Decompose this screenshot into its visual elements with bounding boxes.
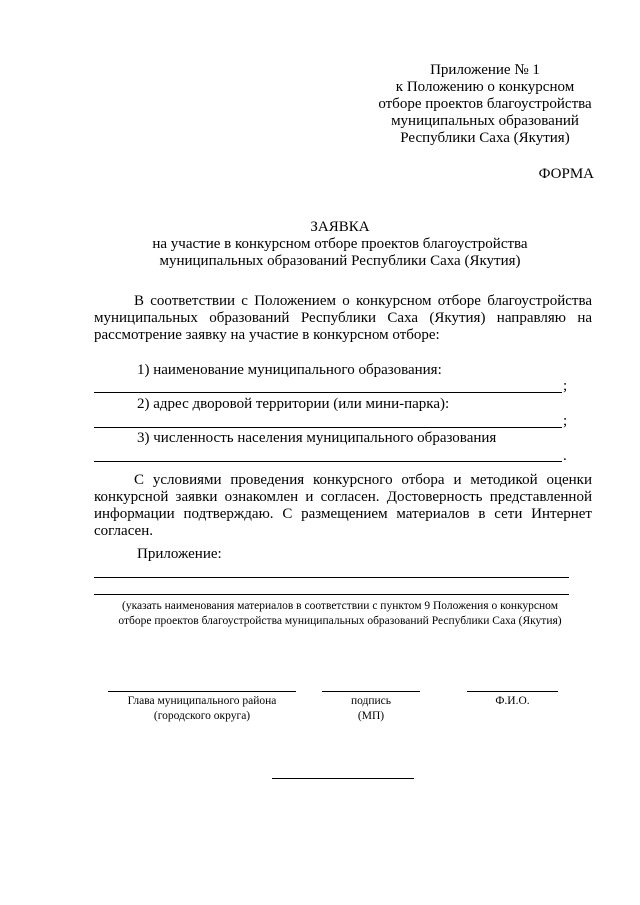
- fio-line[interactable]: [467, 691, 558, 692]
- head-caption-line: Глава муниципального района: [127, 695, 277, 707]
- signature-line[interactable]: [322, 691, 420, 692]
- head-caption-line: (городского округа): [153, 710, 251, 722]
- appendix-block: [360, 62, 610, 147]
- document-title: [60, 219, 620, 270]
- appendix-line: Приложение № 1: [430, 62, 540, 78]
- field-line-address[interactable]: [94, 427, 562, 428]
- field-line-municipality[interactable]: [94, 392, 562, 393]
- appendix-line: муниципальных образований: [391, 113, 579, 129]
- appendix-line: отборе проектов благоустройства: [378, 96, 592, 112]
- attachment-note: [70, 599, 610, 629]
- head-caption: [98, 694, 306, 724]
- consent-paragraph: С условиями проведения конкурсного отбора и методикой оценки конкурсной заявки ознакомлен и согласен. Достоверность представленной информации подтверждаю. С размещением материалов в сети Интернет согласен.: [94, 472, 592, 539]
- date-line[interactable]: [272, 778, 414, 779]
- attachment-label: Приложение:: [137, 546, 222, 562]
- fio-caption: Ф.И.О.: [495, 695, 530, 707]
- appendix-line: к Положению о конкурсном: [395, 79, 575, 95]
- field-line-population[interactable]: [94, 461, 562, 462]
- attachment-note-line: (указать наименования материалов в соответствии с пунктом 9 Положения о конкурсном: [121, 600, 558, 612]
- field-end-mark: .: [563, 448, 567, 464]
- field-label-municipality: 1) наименование муниципального образования:: [137, 362, 442, 378]
- attachment-line[interactable]: [94, 594, 569, 595]
- stamp-caption: (МП): [357, 710, 385, 722]
- head-signature-line[interactable]: [108, 691, 296, 692]
- field-label-population: 3) численность населения муниципального образования: [137, 430, 497, 446]
- field-end-mark: ;: [563, 378, 568, 394]
- intro-paragraph: В соответствии с Положением о конкурсном отборе благоустройства муниципальных образований Республики Саха (Якутия) направляю на рассмотрение заявку на участие в конкурсном отборе:: [94, 293, 592, 343]
- attachment-note-line: отборе проектов благоустройства муниципальных образований Республики Саха (Якутия): [118, 615, 562, 627]
- appendix-line: Республики Саха (Якутия): [400, 130, 570, 146]
- signature-caption-line: подпись: [350, 695, 392, 707]
- form-label: ФОРМА: [538, 166, 594, 182]
- title-main: ЗАЯВКА: [310, 219, 370, 235]
- field-label-address: 2) адрес дворовой территории (или мини-парка):: [137, 396, 450, 412]
- title-sub: на участие в конкурсном отборе проектов благоустройства: [152, 236, 528, 252]
- signature-caption: [322, 694, 420, 724]
- field-end-mark: ;: [563, 413, 568, 429]
- title-sub: муниципальных образований Республики Саха (Якутия): [159, 253, 521, 269]
- attachment-line[interactable]: [94, 577, 569, 578]
